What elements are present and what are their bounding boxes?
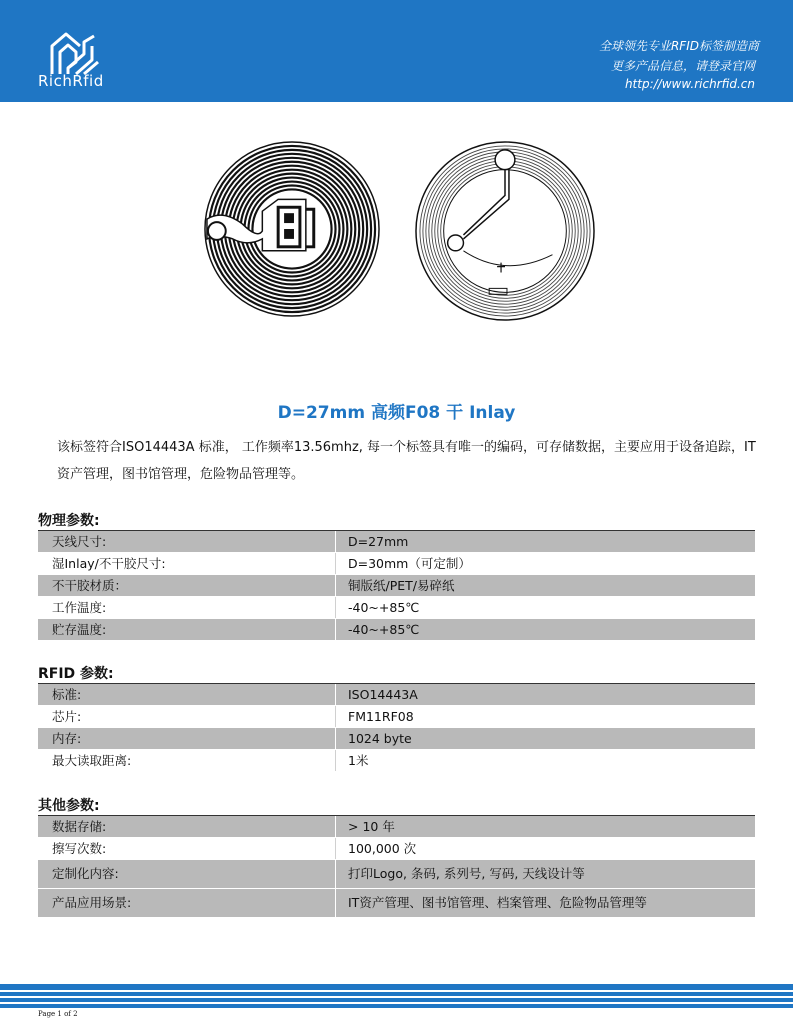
rfid-section-title: RFID 参数: — [38, 666, 114, 682]
header-tagline: 全球领先专业RFID标签制造商 — [598, 39, 759, 53]
brand-name: RichRfid — [38, 72, 104, 90]
param-label: 数据存储: — [38, 816, 336, 837]
footer-stripe — [0, 990, 793, 992]
param-value: -40~+85℃ — [348, 622, 420, 637]
physical-section-title: 物理参数: — [38, 513, 100, 529]
param-label: 不干胶材质： — [38, 575, 336, 596]
param-value: ISO14443A — [348, 687, 418, 702]
param-label: 定制化内容: — [38, 860, 336, 888]
inlay-back-image — [414, 140, 596, 322]
table-row — [38, 531, 755, 553]
param-label: 最大读取距离: — [38, 750, 336, 771]
param-value: 1024 byte — [348, 731, 412, 746]
param-value: D=27mm — [348, 534, 409, 549]
footer-bar — [0, 984, 793, 1008]
table-row — [38, 706, 755, 728]
page-number: Page 1 of 2 — [38, 1010, 78, 1018]
table-row — [38, 728, 755, 750]
param-value: 铜版纸/PET/易碎纸 — [348, 578, 455, 593]
physical-params-table — [38, 530, 755, 641]
table-row — [38, 838, 755, 860]
header-website-link[interactable]: http://www.richrfid.cn — [624, 77, 755, 91]
param-label: 产品应用场景: — [38, 889, 336, 917]
table-row — [38, 684, 755, 706]
param-label: 内存: — [38, 728, 336, 749]
table-row — [38, 619, 755, 641]
param-label: 湿Inlay/不干胶尺寸: — [38, 553, 336, 574]
header-info: 更多产品信息，请登录官网 — [610, 59, 755, 73]
param-label: 工作温度: — [38, 597, 336, 618]
footer-stripe — [0, 1002, 793, 1004]
other-section-title: 其他参数: — [38, 798, 100, 814]
table-row — [38, 889, 755, 918]
table-row — [38, 597, 755, 619]
param-value: 打印Logo, 条码, 系列号, 写码, 天线设计等 — [348, 866, 585, 881]
table-row — [38, 816, 755, 838]
param-value: 1米 — [348, 753, 369, 768]
table-row — [38, 553, 755, 575]
table-row — [38, 860, 755, 889]
param-value: IT资产管理、图书馆管理、档案管理、危险物品管理等 — [348, 895, 647, 910]
param-value: D=30mm（可定制） — [348, 556, 471, 571]
other-params-table — [38, 815, 755, 918]
table-row — [38, 750, 755, 772]
table-row — [38, 575, 755, 597]
param-label: 标准: — [38, 684, 336, 705]
param-label: 天线尺寸: — [38, 531, 336, 552]
rfid-params-table — [38, 683, 755, 772]
product-description: 该标签符合ISO14443A 标准， 工作频率13.56mhz, 每一个标签具有唯一的编码，可存储数据，主要应用于设备追踪，IT 资产管理，图书馆管理，危险物品管理等。 — [57, 440, 756, 482]
param-value: -40~+85℃ — [348, 600, 420, 615]
param-value: FM11RF08 — [348, 709, 414, 724]
footer-stripe — [0, 996, 793, 998]
param-label: 擦写次数: — [38, 838, 336, 859]
param-label: 贮存温度: — [38, 619, 336, 640]
product-title: D=27mm 高频F08 干 Inlay — [277, 403, 516, 423]
param-value: 100,000 次 — [348, 841, 417, 856]
inlay-front-image — [203, 140, 381, 318]
page-header — [0, 0, 793, 102]
param-value: > 10 年 — [348, 819, 395, 834]
param-label: 芯片: — [38, 706, 336, 727]
